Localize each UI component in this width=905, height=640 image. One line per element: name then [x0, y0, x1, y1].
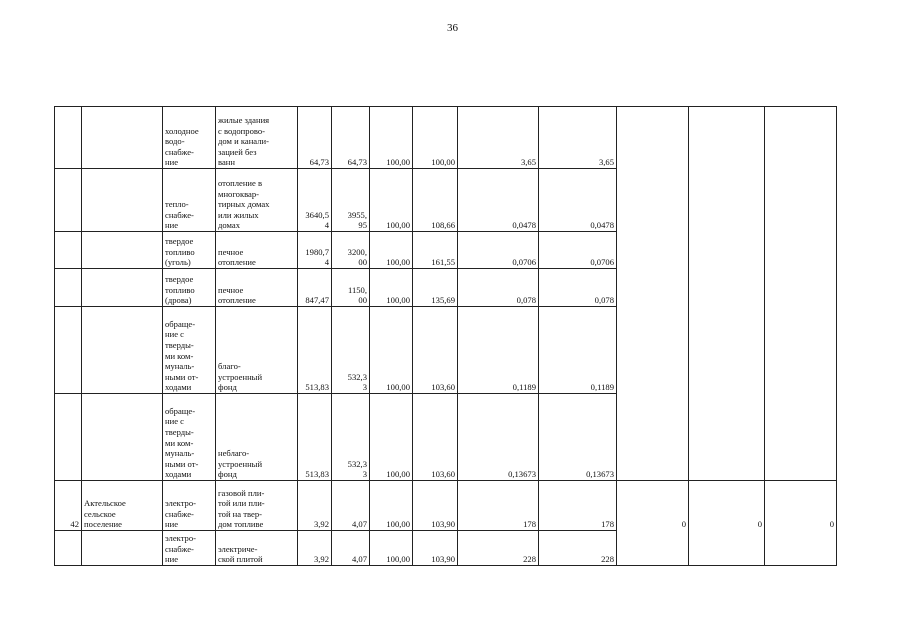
value-cell: 0 — [765, 481, 837, 566]
value-cell: 0,1189 — [539, 307, 617, 394]
row-number-cell — [55, 169, 82, 232]
value-cell: 1980,7 4 — [298, 232, 332, 269]
value-cell: 64,73 — [298, 107, 332, 169]
value-cell: 178 — [539, 481, 617, 531]
settlement-cell — [82, 107, 163, 169]
empty-cell — [765, 107, 837, 481]
category-cell: электриче- ской плитой — [216, 531, 298, 566]
value-cell: 3,65 — [458, 107, 539, 169]
settlement-cell — [82, 307, 163, 394]
table-row — [55, 481, 837, 531]
value-cell: 103,90 — [413, 481, 458, 531]
row-number-cell — [55, 232, 82, 269]
row-number-cell — [55, 307, 82, 394]
value-cell: 228 — [458, 531, 539, 566]
value-cell: 100,00 — [370, 307, 413, 394]
service-cell: электро- снабже- ние — [163, 531, 216, 566]
empty-cell — [689, 107, 765, 481]
row-number-cell — [55, 269, 82, 307]
value-cell: 100,00 — [413, 107, 458, 169]
service-cell: холодное водо- снабже- ние — [163, 107, 216, 169]
value-cell: 4,07 — [332, 531, 370, 566]
value-cell: 103,60 — [413, 394, 458, 481]
value-cell: 0,1189 — [458, 307, 539, 394]
value-cell: 3200, 00 — [332, 232, 370, 269]
category-cell: газовой пли- той или пли- той на твер- дом топливе — [216, 481, 298, 531]
value-cell: 513,83 — [298, 307, 332, 394]
value-cell: 0,0706 — [458, 232, 539, 269]
category-cell: благо- устроенный фонд — [216, 307, 298, 394]
value-cell: 100,00 — [370, 394, 413, 481]
value-cell: 100,00 — [370, 531, 413, 566]
value-cell: 103,60 — [413, 307, 458, 394]
value-cell: 100,00 — [370, 232, 413, 269]
service-cell: тепло- снабже- ние — [163, 169, 216, 232]
value-cell: 64,73 — [332, 107, 370, 169]
value-cell: 513,83 — [298, 394, 332, 481]
row-number-cell — [55, 531, 82, 566]
category-cell: жилые здания с водопрово- дом и канали- зацией без ванн — [216, 107, 298, 169]
row-number-cell: 42 — [55, 481, 82, 531]
value-cell: 847,47 — [298, 269, 332, 307]
row-number-cell — [55, 394, 82, 481]
category-cell: печное отопление — [216, 269, 298, 307]
service-cell: твердое топливо (уголь) — [163, 232, 216, 269]
value-cell: 0,0478 — [539, 169, 617, 232]
value-cell: 228 — [539, 531, 617, 566]
value-cell: 3640,5 4 — [298, 169, 332, 232]
value-cell: 135,69 — [413, 269, 458, 307]
settlement-cell — [82, 269, 163, 307]
value-cell: 0,078 — [539, 269, 617, 307]
value-cell: 4,07 — [332, 481, 370, 531]
value-cell: 100,00 — [370, 269, 413, 307]
value-cell: 0,13673 — [539, 394, 617, 481]
value-cell: 3,92 — [298, 481, 332, 531]
table-row — [55, 107, 837, 169]
value-cell: 161,55 — [413, 232, 458, 269]
settlement-cell — [82, 531, 163, 566]
service-cell: обраще- ние с тверды- ми ком- муналь- ными от- ходами — [163, 307, 216, 394]
service-cell: твердое топливо (дрова) — [163, 269, 216, 307]
value-cell: 103,90 — [413, 531, 458, 566]
settlement-cell: Актельское сельское поселение — [82, 481, 163, 531]
category-cell: неблаго- устроенный фонд — [216, 394, 298, 481]
empty-cell — [617, 107, 689, 481]
row-number-cell — [55, 107, 82, 169]
category-cell: отопление в многоквар- тирных домах или жилых домах — [216, 169, 298, 232]
category-cell: печное отопление — [216, 232, 298, 269]
service-cell: обраще- ние с тверды- ми ком- муналь- ными от- ходами — [163, 394, 216, 481]
value-cell: 3955, 95 — [332, 169, 370, 232]
value-cell: 178 — [458, 481, 539, 531]
value-cell: 0,0478 — [458, 169, 539, 232]
value-cell: 0,0706 — [539, 232, 617, 269]
settlement-cell — [82, 232, 163, 269]
tariff-table — [54, 106, 837, 566]
value-cell: 108,66 — [413, 169, 458, 232]
value-cell: 0 — [689, 481, 765, 566]
value-cell: 0 — [617, 481, 689, 566]
value-cell: 100,00 — [370, 481, 413, 531]
value-cell: 3,92 — [298, 531, 332, 566]
value-cell: 1150, 00 — [332, 269, 370, 307]
service-cell: электро- снабже- ние — [163, 481, 216, 531]
value-cell: 0,078 — [458, 269, 539, 307]
value-cell: 100,00 — [370, 169, 413, 232]
value-cell: 3,65 — [539, 107, 617, 169]
value-cell: 532,3 3 — [332, 307, 370, 394]
value-cell: 532,3 3 — [332, 394, 370, 481]
value-cell: 100,00 — [370, 107, 413, 169]
page-number: 36 — [447, 22, 458, 34]
settlement-cell — [82, 169, 163, 232]
value-cell: 0,13673 — [458, 394, 539, 481]
settlement-cell — [82, 394, 163, 481]
